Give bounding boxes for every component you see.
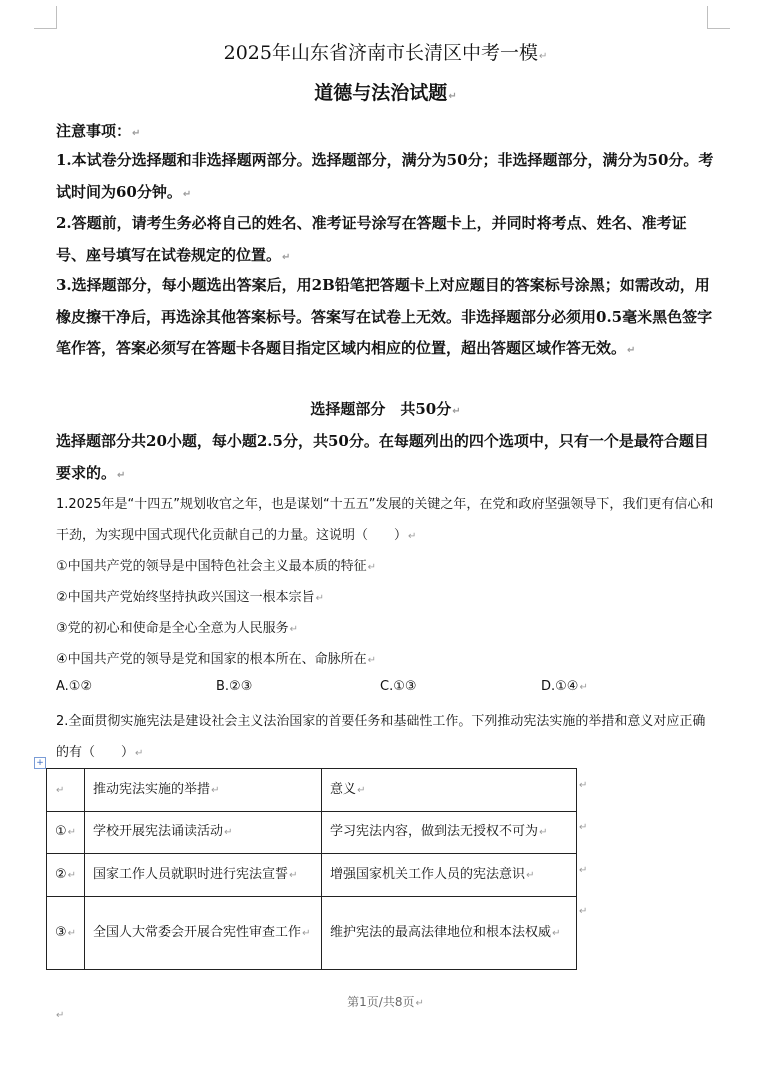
question-1-option-c: C.①③ — [380, 679, 417, 694]
row-end-mark: ↵ — [579, 822, 588, 833]
notice-item-3: 3.选择题部分，每小题选出答案后，用2B铅笔把答题卡上对应题目的答案标号涂黑；如需改动，用橡皮擦干净后，再选涂其他答案标号。答案写在试卷上无效。非选择题部分必须用0.5毫米黑色签字笔作答，答案必须写在答题卡各题目指定区域内相应的位置，超出答题区域作答无效。↵ — [56, 276, 713, 357]
table-cell: 维护宪法的最高法律地位和根本法权威↵ — [322, 897, 577, 970]
row-end-mark: ↵ — [579, 906, 588, 917]
question-1-statement-1: ①中国共产党的领导是中国特色社会主义最本质的特征↵ — [56, 559, 377, 574]
top-right-crop-mark — [707, 6, 730, 29]
table-row — [47, 812, 577, 854]
question-1-option-b: B.②③ — [216, 679, 253, 694]
table-cell: 增强国家机关工作人员的宪法意识↵ — [322, 854, 577, 897]
end-paragraph-mark: ↵ — [56, 1010, 65, 1021]
exam-subject-title: 道德与法治试题↵ — [314, 82, 457, 104]
question-1-stem: 1.2025年是“十四五”规划收官之年，也是谋划“十五五”发展的关键之年，在党和政府坚强领导下，我们更有信心和干劲，为实现中国式现代化贡献自己的力量。这说明（ ）↵ — [56, 497, 714, 543]
table-header-cell: ↵ — [47, 769, 85, 812]
table-cell: ①↵ — [47, 812, 85, 854]
section-title: 选择题部分 共50分↵ — [310, 400, 461, 418]
section-instruction: 选择题部分共20小题，每小题2.5分，共50分。在每题列出的四个选项中，只有一个是最符合题目要求的。↵ — [56, 432, 709, 482]
question-2-table — [46, 768, 577, 970]
table-row — [47, 897, 577, 970]
row-end-mark: ↵ — [579, 780, 588, 791]
table-header-cell: 意义↵ — [322, 769, 577, 812]
table-cell: 全国人大常委会开展合宪性审查工作↵ — [85, 897, 322, 970]
table-cell: 学校开展宪法诵读活动↵ — [85, 812, 322, 854]
question-1-statement-4: ④中国共产党的领导是党和国家的根本所在、命脉所在↵ — [56, 652, 377, 667]
table-move-handle-icon[interactable]: + — [34, 757, 46, 769]
table-row — [47, 854, 577, 897]
question-1-option-a: A.①② — [56, 679, 93, 694]
notice-item-2: 2.答题前，请考生务必将自己的姓名、准考证号涂写在答题卡上，并同时将考点、姓名、准考证号、座号填写在试卷规定的位置。↵ — [56, 214, 687, 264]
question-1-option-d: D.①④↵ — [541, 679, 588, 694]
question-1-statement-3: ③党的初心和使命是全心全意为人民服务↵ — [56, 621, 299, 636]
question-1-statement-2: ②中国共产党始终坚持执政兴国这一根本宗旨↵ — [56, 590, 325, 605]
top-left-crop-mark — [34, 6, 57, 29]
row-end-mark: ↵ — [579, 865, 588, 876]
question-2-stem: 2.全面贯彻实施宪法是建设社会主义法治国家的首要任务和基础性工作。下列推动宪法实施的举措和意义对应正确的有（ ）↵ — [56, 714, 706, 760]
table-header-cell: 推动宪法实施的举措↵ — [85, 769, 322, 812]
table-header-row — [47, 769, 577, 812]
table-cell: ②↵ — [47, 854, 85, 897]
page-footer: 第1页/共8页↵ — [347, 995, 424, 1009]
notice-heading: 注意事项：↵ — [56, 122, 141, 140]
table-cell: 学习宪法内容，做到法无授权不可为↵ — [322, 812, 577, 854]
table-cell: ③↵ — [47, 897, 85, 970]
notice-item-1: 1.本试卷分选择题和非选择题两部分。选择题部分，满分为50分；非选择题部分，满分为50分。考试时间为60分钟。↵ — [56, 151, 714, 201]
exam-title: 2025年山东省济南市长清区中考一模↵ — [223, 42, 548, 64]
table-cell: 国家工作人员就职时进行宪法宣誓↵ — [85, 854, 322, 897]
